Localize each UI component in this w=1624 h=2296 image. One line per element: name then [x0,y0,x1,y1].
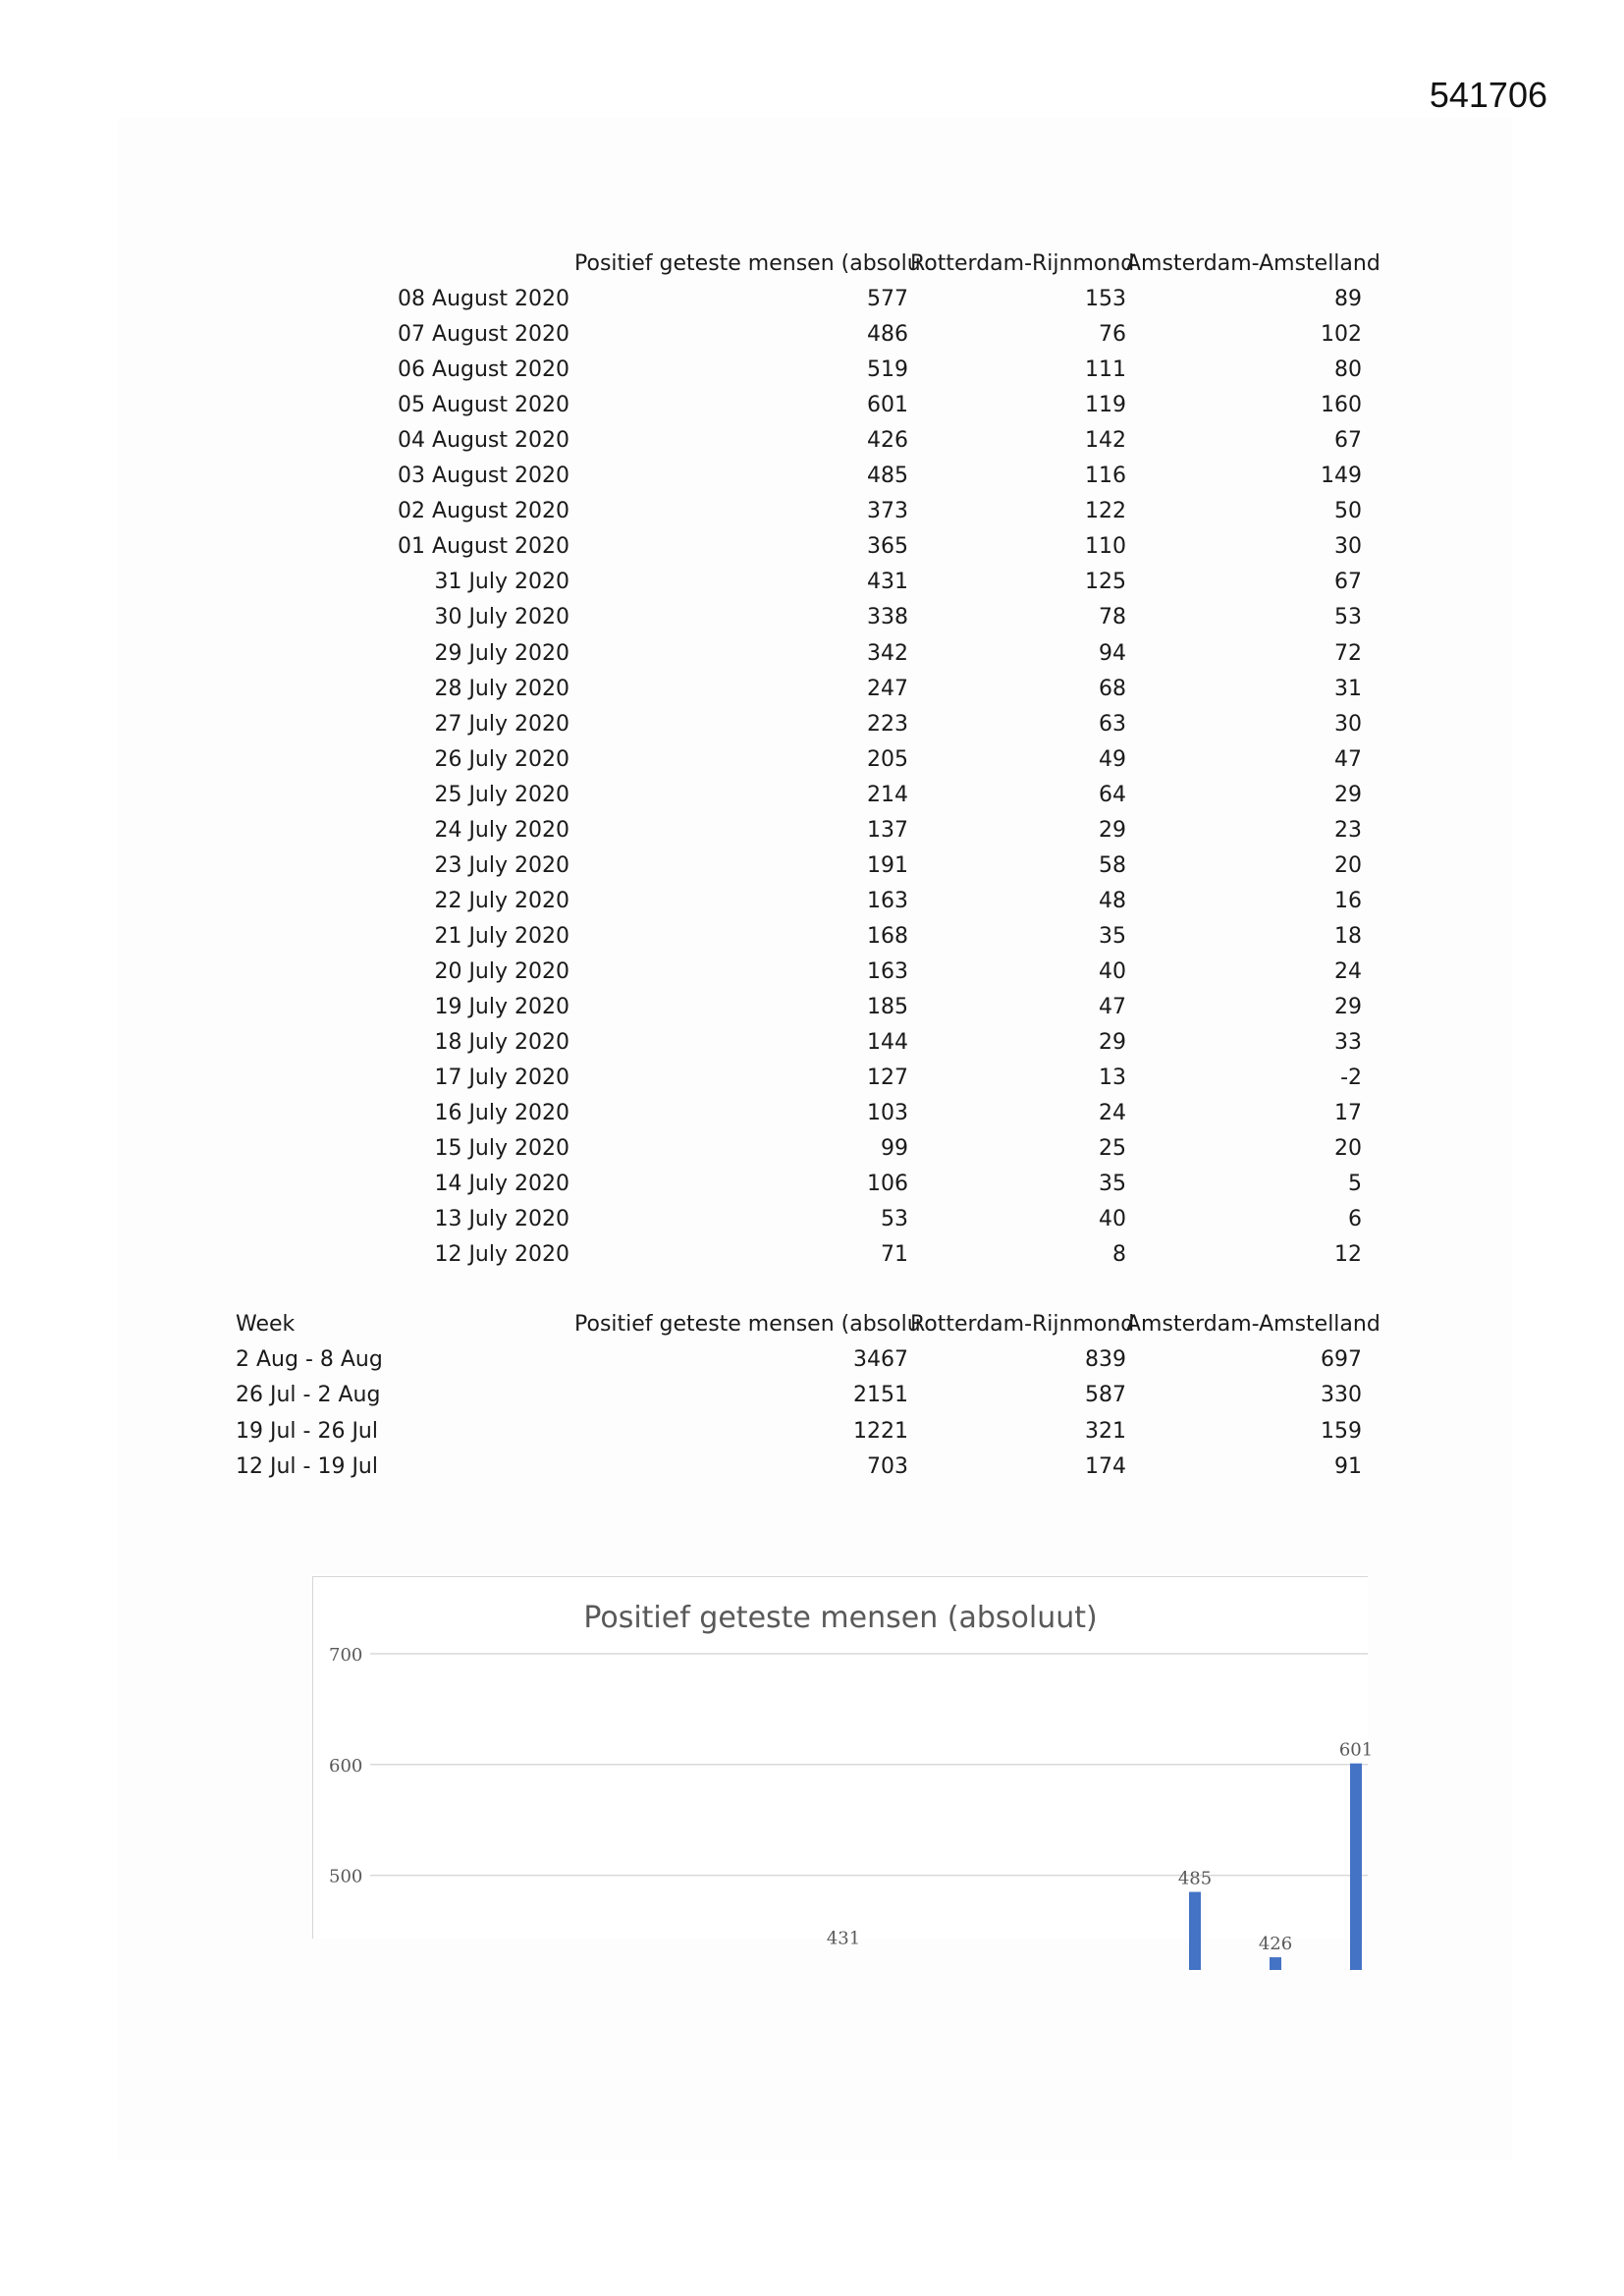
daily-row-date: 31 July 2020 [434,570,569,594]
daily-row-positief: 431 [867,570,908,594]
daily-row-amsterdam: 16 [1334,889,1362,913]
weekly-header-positief: Positief geteste mensen (absolu [574,1312,921,1337]
weekly-row-rotterdam: 321 [1085,1419,1126,1444]
daily-row-amsterdam: 67 [1334,428,1362,453]
daily-row-date: 12 July 2020 [434,1242,569,1267]
daily-row-amsterdam: 17 [1334,1101,1362,1125]
weekly-row-week: 12 Jul - 19 Jul [236,1454,378,1479]
daily-row-positief: 191 [867,853,908,878]
daily-row-rotterdam: 116 [1085,464,1126,488]
weekly-header-amsterdam: Amsterdam-Amstelland [1126,1312,1380,1337]
daily-row-date: 28 July 2020 [434,677,569,701]
daily-row-rotterdam: 48 [1099,889,1126,913]
weekly-row-week: 2 Aug - 8 Aug [236,1347,383,1372]
daily-row-amsterdam: 33 [1334,1030,1362,1055]
daily-row-rotterdam: 35 [1099,924,1126,949]
daily-row-amsterdam: 5 [1348,1172,1362,1196]
y-tick-label: 500 [329,1866,363,1887]
daily-row-positief: 144 [867,1030,908,1055]
daily-row-amsterdam: 20 [1334,1136,1362,1161]
daily-row-date: 13 July 2020 [434,1207,569,1231]
weekly-row-rotterdam: 174 [1085,1454,1126,1479]
daily-row-date: 29 July 2020 [434,641,569,666]
weekly-row-week: 19 Jul - 26 Jul [236,1419,378,1444]
daily-row-date: 06 August 2020 [398,357,569,382]
daily-row-date: 21 July 2020 [434,924,569,949]
positive-tests-chart [312,1576,1374,1955]
daily-row-date: 26 July 2020 [434,747,569,772]
data-label: 601 [1338,1739,1374,1761]
daily-row-rotterdam: 40 [1099,959,1126,984]
daily-row-date: 27 July 2020 [434,712,569,737]
daily-row-amsterdam: -2 [1340,1066,1362,1090]
daily-row-positief: 577 [867,287,908,311]
data-label: 426 [1258,1934,1293,1955]
daily-row-rotterdam: 64 [1099,783,1126,807]
daily-row-rotterdam: 63 [1099,712,1126,737]
daily-row-positief: 127 [867,1066,908,1090]
daily-row-positief: 247 [867,677,908,701]
daily-row-positief: 137 [867,818,908,843]
daily-row-date: 25 July 2020 [434,783,569,807]
weekly-row-rotterdam: 839 [1085,1347,1126,1372]
daily-row-positief: 214 [867,783,908,807]
bar [1270,1957,1281,1970]
daily-row-date: 04 August 2020 [398,428,569,453]
document-number: 541706 [1429,75,1547,115]
daily-row-date: 17 July 2020 [434,1066,569,1090]
daily-row-positief: 601 [867,393,908,417]
daily-row-amsterdam: 18 [1334,924,1362,949]
weekly-row-positief: 2151 [853,1383,908,1407]
daily-row-amsterdam: 31 [1334,677,1362,701]
weekly-row-amsterdam: 91 [1334,1454,1362,1479]
daily-row-rotterdam: 110 [1085,534,1126,559]
daily-row-amsterdam: 30 [1334,534,1362,559]
daily-row-rotterdam: 142 [1085,428,1126,453]
daily-row-positief: 223 [867,712,908,737]
daily-row-rotterdam: 8 [1112,1242,1126,1267]
daily-row-date: 30 July 2020 [434,605,569,629]
daily-row-amsterdam: 72 [1334,641,1362,666]
daily-row-amsterdam: 47 [1334,747,1362,772]
daily-row-amsterdam: 24 [1334,959,1362,984]
daily-header-rotterdam: Rotterdam-Rijnmond [910,251,1135,276]
daily-row-amsterdam: 20 [1334,853,1362,878]
daily-row-positief: 185 [867,995,908,1019]
daily-row-rotterdam: 58 [1099,853,1126,878]
daily-header-amsterdam: Amsterdam-Amstelland [1126,251,1380,276]
daily-row-rotterdam: 25 [1099,1136,1126,1161]
y-tick-label: 600 [329,1755,363,1777]
daily-row-amsterdam: 89 [1334,287,1362,311]
daily-row-date: 16 July 2020 [434,1101,569,1125]
daily-row-positief: 426 [867,428,908,453]
daily-row-date: 23 July 2020 [434,853,569,878]
weekly-row-week: 26 Jul - 2 Aug [236,1383,381,1407]
daily-row-rotterdam: 29 [1099,1030,1126,1055]
daily-row-date: 20 July 2020 [434,959,569,984]
weekly-row-amsterdam: 159 [1321,1419,1362,1444]
daily-row-positief: 205 [867,747,908,772]
daily-row-rotterdam: 40 [1099,1207,1126,1231]
daily-row-positief: 519 [867,357,908,382]
daily-row-date: 05 August 2020 [398,393,569,417]
daily-row-positief: 365 [867,534,908,559]
daily-row-rotterdam: 13 [1099,1066,1126,1090]
daily-row-positief: 71 [881,1242,908,1267]
daily-row-rotterdam: 29 [1099,818,1126,843]
daily-row-positief: 106 [867,1172,908,1196]
daily-row-amsterdam: 80 [1334,357,1362,382]
daily-row-amsterdam: 149 [1321,464,1362,488]
daily-row-positief: 485 [867,464,908,488]
daily-row-date: 18 July 2020 [434,1030,569,1055]
weekly-row-amsterdam: 697 [1321,1347,1362,1372]
daily-row-amsterdam: 30 [1334,712,1362,737]
daily-row-date: 03 August 2020 [398,464,569,488]
daily-row-positief: 103 [867,1101,908,1125]
weekly-header-week: Week [236,1312,296,1337]
daily-row-date: 01 August 2020 [398,534,569,559]
daily-row-positief: 486 [867,322,908,347]
daily-row-amsterdam: 29 [1334,783,1362,807]
weekly-row-positief: 703 [867,1454,908,1479]
daily-row-rotterdam: 78 [1099,605,1126,629]
daily-row-positief: 373 [867,499,908,523]
daily-row-rotterdam: 119 [1085,393,1126,417]
daily-row-amsterdam: 23 [1334,818,1362,843]
weekly-header-rotterdam: Rotterdam-Rijnmond [910,1312,1135,1337]
daily-row-rotterdam: 49 [1099,747,1126,772]
daily-row-rotterdam: 94 [1099,641,1126,666]
daily-row-date: 07 August 2020 [398,322,569,347]
daily-row-amsterdam: 29 [1334,995,1362,1019]
daily-row-rotterdam: 35 [1099,1172,1126,1196]
bar [1350,1764,1362,1970]
weekly-row-positief: 3467 [853,1347,908,1372]
daily-row-rotterdam: 153 [1085,287,1126,311]
daily-header-positief: Positief geteste mensen (absolu [574,251,921,276]
weekly-row-rotterdam: 587 [1085,1383,1126,1407]
daily-row-amsterdam: 102 [1321,322,1362,347]
daily-row-amsterdam: 53 [1334,605,1362,629]
chart-plot [313,1577,1374,1955]
daily-row-rotterdam: 125 [1085,570,1126,594]
y-tick-label: 700 [329,1645,363,1666]
daily-row-amsterdam: 50 [1334,499,1362,523]
weekly-row-positief: 1221 [853,1419,908,1444]
daily-row-amsterdam: 6 [1348,1207,1362,1231]
daily-row-amsterdam: 12 [1334,1242,1362,1267]
daily-row-amsterdam: 160 [1321,393,1362,417]
daily-row-positief: 53 [881,1207,908,1231]
daily-row-rotterdam: 47 [1099,995,1126,1019]
daily-row-date: 24 July 2020 [434,818,569,843]
daily-row-positief: 338 [867,605,908,629]
daily-row-date: 19 July 2020 [434,995,569,1019]
daily-row-rotterdam: 122 [1085,499,1126,523]
chart-title: Positief geteste mensen (absoluut) [583,1601,1098,1635]
daily-row-date: 02 August 2020 [398,499,569,523]
daily-row-date: 08 August 2020 [398,287,569,311]
daily-row-positief: 163 [867,959,908,984]
daily-row-positief: 163 [867,889,908,913]
daily-row-date: 15 July 2020 [434,1136,569,1161]
daily-row-date: 22 July 2020 [434,889,569,913]
daily-row-amsterdam: 67 [1334,570,1362,594]
data-label: 485 [1177,1868,1213,1889]
daily-row-date: 14 July 2020 [434,1172,569,1196]
daily-row-rotterdam: 76 [1099,322,1126,347]
weekly-row-amsterdam: 330 [1321,1383,1362,1407]
data-label: 431 [826,1928,861,1949]
daily-row-rotterdam: 111 [1085,357,1126,382]
daily-row-rotterdam: 24 [1099,1101,1126,1125]
daily-row-positief: 342 [867,641,908,666]
daily-row-rotterdam: 68 [1099,677,1126,701]
daily-row-positief: 99 [881,1136,908,1161]
daily-row-positief: 168 [867,924,908,949]
bar [1189,1892,1201,1970]
